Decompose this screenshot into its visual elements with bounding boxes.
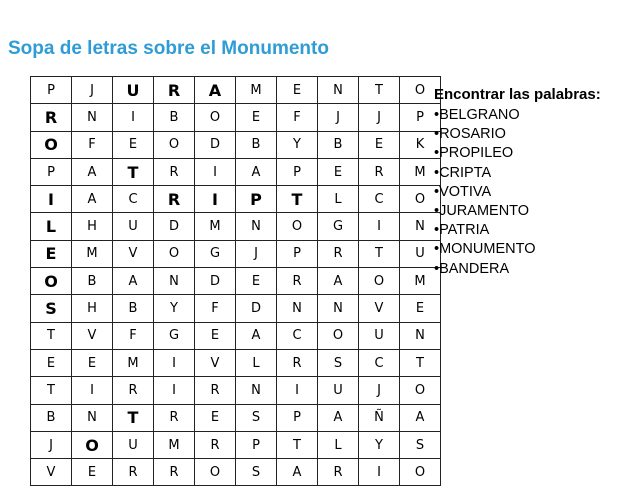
grid-cell: M: [400, 268, 441, 295]
grid-cell: U: [113, 77, 154, 104]
grid-row: [31, 240, 441, 267]
grid-cell: L: [318, 186, 359, 213]
grid-cell: C: [359, 186, 400, 213]
grid-cell: P: [277, 404, 318, 431]
grid-cell: B: [318, 131, 359, 158]
grid-cell: D: [195, 268, 236, 295]
grid-cell: H: [72, 295, 113, 322]
grid-cell: T: [400, 349, 441, 376]
grid-cell: N: [236, 377, 277, 404]
grid-cell: E: [113, 131, 154, 158]
grid-cell: E: [31, 349, 72, 376]
grid-cell: I: [154, 349, 195, 376]
grid-cell: I: [195, 158, 236, 185]
grid-cell: O: [400, 186, 441, 213]
grid-cell: E: [195, 404, 236, 431]
grid-cell: R: [195, 377, 236, 404]
grid-cell: R: [154, 459, 195, 486]
grid-cell: U: [318, 377, 359, 404]
grid-cell: V: [195, 349, 236, 376]
grid-cell: R: [154, 186, 195, 213]
grid-cell: P: [400, 104, 441, 131]
grid-cell: S: [236, 459, 277, 486]
grid-cell: N: [154, 268, 195, 295]
grid-cell: A: [72, 158, 113, 185]
grid-row: [31, 186, 441, 213]
grid-cell: L: [236, 349, 277, 376]
grid-cell: V: [72, 322, 113, 349]
grid-cell: A: [195, 77, 236, 104]
grid-cell: V: [359, 295, 400, 322]
grid-cell: N: [72, 104, 113, 131]
grid-cell: E: [400, 295, 441, 322]
grid-cell: S: [400, 431, 441, 458]
grid-cell: T: [277, 431, 318, 458]
grid-cell: M: [400, 158, 441, 185]
grid-cell: L: [318, 431, 359, 458]
grid-cell: F: [72, 131, 113, 158]
grid-cell: E: [359, 131, 400, 158]
grid-cell: A: [400, 404, 441, 431]
grid-cell: F: [195, 295, 236, 322]
grid-cell: M: [72, 240, 113, 267]
grid-cell: I: [277, 377, 318, 404]
grid-cell: I: [154, 377, 195, 404]
grid-cell: N: [318, 77, 359, 104]
grid-cell: O: [400, 377, 441, 404]
grid-cell: R: [113, 459, 154, 486]
grid-cell: E: [195, 322, 236, 349]
grid-cell: N: [400, 322, 441, 349]
grid-cell: R: [154, 77, 195, 104]
grid-cell: B: [236, 131, 277, 158]
word-list-item: •VOTIVA: [434, 183, 492, 200]
grid-cell: H: [72, 213, 113, 240]
grid-cell: R: [31, 104, 72, 131]
grid-cell: R: [113, 377, 154, 404]
grid-cell: J: [359, 104, 400, 131]
grid-cell: P: [31, 77, 72, 104]
grid-cell: E: [31, 240, 72, 267]
grid-cell: D: [154, 213, 195, 240]
grid-cell: T: [31, 322, 72, 349]
grid-cell: V: [113, 240, 154, 267]
grid-cell: K: [400, 131, 441, 158]
grid-row: [31, 213, 441, 240]
grid-cell: O: [195, 104, 236, 131]
grid-cell: O: [154, 131, 195, 158]
grid-cell: R: [359, 158, 400, 185]
grid-cell: A: [72, 186, 113, 213]
grid-cell: B: [154, 104, 195, 131]
grid-cell: A: [277, 459, 318, 486]
grid-cell: S: [318, 349, 359, 376]
grid-cell: N: [400, 213, 441, 240]
grid-cell: N: [236, 213, 277, 240]
word-list-item: •BELGRANO: [434, 107, 520, 123]
grid-cell: I: [72, 377, 113, 404]
grid-cell: A: [318, 268, 359, 295]
grid-cell: R: [154, 158, 195, 185]
grid-cell: G: [318, 213, 359, 240]
page-title: Sopa de letras sobre el Monumento: [8, 38, 329, 59]
grid-cell: V: [31, 459, 72, 486]
grid-cell: M: [113, 349, 154, 376]
grid-cell: F: [113, 322, 154, 349]
grid-cell: E: [277, 77, 318, 104]
word-list-item: •CRIPTA: [434, 164, 492, 181]
grid-cell: T: [31, 377, 72, 404]
grid-cell: E: [72, 349, 113, 376]
grid-cell: B: [72, 268, 113, 295]
grid-cell: I: [195, 186, 236, 213]
grid-cell: N: [72, 404, 113, 431]
grid-row: [31, 104, 441, 131]
grid-cell: A: [113, 268, 154, 295]
grid-cell: R: [277, 349, 318, 376]
grid-cell: O: [400, 459, 441, 486]
grid-cell: R: [318, 459, 359, 486]
grid-cell: R: [195, 431, 236, 458]
grid-row: [31, 459, 441, 486]
grid-cell: P: [31, 158, 72, 185]
grid-cell: J: [359, 377, 400, 404]
grid-cell: N: [277, 295, 318, 322]
grid-cell: J: [31, 431, 72, 458]
grid-cell: I: [113, 104, 154, 131]
grid-cell: E: [236, 268, 277, 295]
grid-cell: T: [113, 158, 154, 185]
grid-cell: Ñ: [359, 404, 400, 431]
grid-row: [31, 404, 441, 431]
word-list-item: •ROSARIO: [434, 126, 506, 143]
grid-cell: B: [113, 295, 154, 322]
grid-cell: E: [72, 459, 113, 486]
grid-cell: D: [236, 295, 277, 322]
grid-row: [31, 77, 441, 104]
grid-cell: O: [154, 240, 195, 267]
grid-cell: R: [318, 240, 359, 267]
grid-row: [31, 377, 441, 404]
grid-cell: R: [154, 404, 195, 431]
grid-cell: F: [277, 104, 318, 131]
grid-cell: U: [113, 431, 154, 458]
grid-cell: A: [236, 158, 277, 185]
grid-cell: U: [359, 322, 400, 349]
grid-cell: J: [72, 77, 113, 104]
grid-cell: Y: [277, 131, 318, 158]
grid-cell: M: [195, 213, 236, 240]
grid-cell: Y: [154, 295, 195, 322]
grid-cell: T: [359, 240, 400, 267]
word-list-item: •MONUMENTO: [434, 241, 536, 258]
grid-cell: S: [236, 404, 277, 431]
grid-cell: E: [236, 104, 277, 131]
grid-cell: C: [113, 186, 154, 213]
word-list-heading: Encontrar las palabras:: [434, 86, 601, 103]
grid-cell: S: [31, 295, 72, 322]
grid-cell: O: [400, 77, 441, 104]
grid-row: [31, 431, 441, 458]
grid-row: [31, 295, 441, 322]
grid-row: [31, 349, 441, 376]
grid-row: [31, 322, 441, 349]
word-list-item: •PROPILEO: [434, 145, 514, 162]
grid-cell: O: [195, 459, 236, 486]
grid-cell: C: [277, 322, 318, 349]
word-list-panel: [434, 86, 634, 279]
grid-cell: R: [277, 268, 318, 295]
grid-cell: U: [113, 213, 154, 240]
grid-cell: I: [359, 213, 400, 240]
word-list-item: •BANDERA: [434, 260, 510, 277]
grid-cell: U: [400, 240, 441, 267]
grid-cell: E: [318, 158, 359, 185]
grid-cell: G: [195, 240, 236, 267]
grid-cell: I: [359, 459, 400, 486]
word-list-item: •JURAMENTO: [434, 203, 530, 220]
grid-cell: P: [236, 431, 277, 458]
grid-cell: B: [31, 404, 72, 431]
word-list-item: •PATRIA: [434, 222, 490, 239]
grid-cell: T: [359, 77, 400, 104]
grid-cell: A: [236, 322, 277, 349]
grid-cell: N: [318, 295, 359, 322]
grid-row: [31, 131, 441, 158]
grid-cell: P: [277, 158, 318, 185]
grid-cell: A: [318, 404, 359, 431]
grid-cell: J: [236, 240, 277, 267]
grid-row: [31, 268, 441, 295]
grid-cell: O: [318, 322, 359, 349]
grid-cell: P: [277, 240, 318, 267]
grid-cell: M: [236, 77, 277, 104]
word-search-grid: [30, 76, 441, 486]
grid-cell: G: [154, 322, 195, 349]
grid-cell: P: [236, 186, 277, 213]
grid-cell: I: [31, 186, 72, 213]
grid-cell: T: [277, 186, 318, 213]
word-list: [434, 106, 634, 279]
grid-cell: M: [154, 431, 195, 458]
grid-cell: O: [72, 431, 113, 458]
grid-cell: Y: [359, 431, 400, 458]
grid-cell: O: [277, 213, 318, 240]
grid-cell: L: [31, 213, 72, 240]
grid-cell: O: [31, 131, 72, 158]
grid-cell: O: [359, 268, 400, 295]
grid-cell: D: [195, 131, 236, 158]
grid-cell: O: [31, 268, 72, 295]
grid-cell: T: [113, 404, 154, 431]
grid-cell: C: [359, 349, 400, 376]
grid-row: [31, 158, 441, 185]
grid-cell: J: [318, 104, 359, 131]
